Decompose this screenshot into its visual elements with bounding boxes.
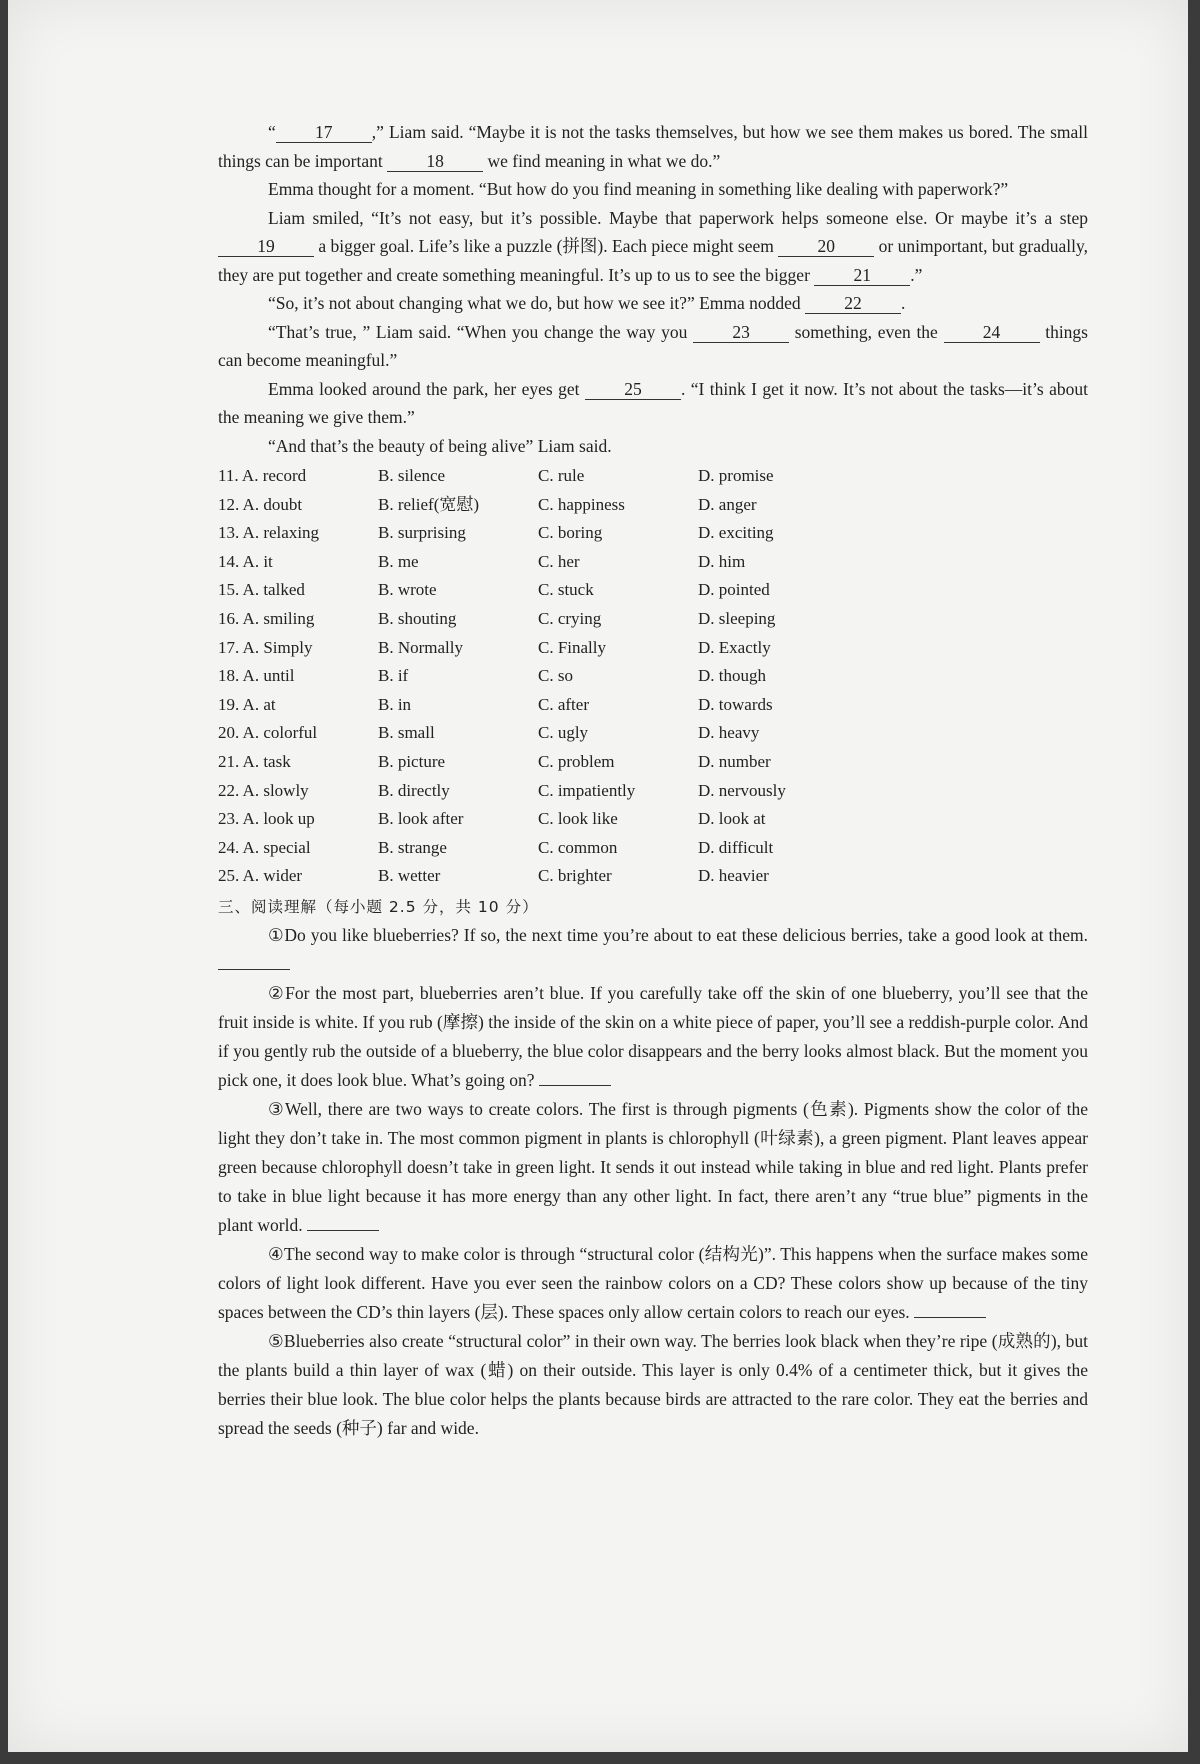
option-cell: B. relief(宽慰): [378, 494, 480, 514]
option-cell: B. shouting: [378, 609, 457, 629]
option-row: [218, 691, 858, 720]
option-cell: D. anger: [698, 494, 757, 514]
option-cell: D. nervously: [698, 780, 786, 800]
option-cell: 25. A. wider: [218, 866, 303, 886]
option-cell: D. heavier: [698, 866, 769, 886]
text: ①Do you like blueberries? If so, the next time you’re about to eat these delicious berries, take a good look at them.: [268, 925, 1088, 946]
text: things can become meaningful.”: [218, 321, 1088, 370]
story-paragraph-7: “And that’s the beauty of being alive” Liam said.: [268, 435, 612, 456]
option-cell: 17. A. Simply: [218, 637, 313, 657]
option-row: [218, 634, 858, 663]
option-cell: B. wetter: [378, 866, 441, 886]
blank-20: 20: [778, 236, 874, 257]
option-cell: B. if: [378, 666, 409, 686]
blank-23: 23: [693, 322, 789, 343]
text: Liam smiled, “It’s not easy, but it’s possible. Maybe that paperwork helps someone else. Or maybe it’s a step: [268, 207, 1088, 228]
blank-21: 21: [814, 265, 910, 286]
options-body: [218, 462, 858, 891]
option-row: [218, 662, 858, 691]
passage-paragraph-2: [218, 979, 1088, 1095]
passage-paragraph-5: ⑤Blueberries also create “structural color” in their own way. The berries look black when they’re ripe (成熟的), but the plants build a thin layer of wax (蜡) on their outside. This layer is only 0.4% of a centimeter thick, but it gives the berries their blue look. The blue color helps the plants because birds are attracted to the rare color. They eat the berries and spread the seeds (种子) far and wide.: [218, 1331, 1088, 1439]
answer-blank: [218, 955, 290, 970]
section-title: 三、阅读理解（每小题 2.5 分，共 10 分）: [218, 897, 539, 916]
option-row: [218, 805, 858, 834]
option-cell: C. problem: [538, 751, 615, 771]
option-cell: C. impatiently: [538, 780, 636, 800]
blank-24: 24: [944, 322, 1040, 343]
option-cell: B. Normally: [378, 637, 463, 657]
option-cell: B. directly: [378, 780, 450, 800]
option-row: [218, 462, 858, 491]
option-cell: C. common: [538, 837, 618, 857]
text: “So, it’s not about changing what we do, but how we see it?” Emma nodded: [268, 293, 806, 313]
option-cell: B. picture: [378, 751, 446, 771]
option-cell: B. wrote: [378, 580, 437, 600]
option-cell: D. him: [698, 551, 746, 571]
story-paragraph-5: [218, 318, 1088, 375]
option-cell: D. though: [698, 666, 766, 686]
option-cell: 13. A. relaxing: [218, 523, 320, 543]
passage-paragraph-4: [218, 1240, 1088, 1327]
option-cell: D. difficult: [698, 837, 774, 857]
text: or unimportant, but gradually, they are put together and create something meaningful. It’s up to us to see the bigger: [218, 236, 1088, 285]
option-cell: C. her: [538, 551, 580, 571]
option-cell: C. look like: [538, 809, 618, 829]
option-cell: C. crying: [538, 609, 602, 629]
text: ④The second way to make color is through “structural color (结构光)”. This happens when the surface makes some colors of light look different. Have you ever seen the rainbow colors on a CD? These colors show up because of the tiny spaces between the CD’s thin layers (层). These spaces only allow certain colors to reach our eyes.: [218, 1244, 1088, 1323]
answer-blank: [539, 1071, 611, 1086]
passage-paragraph-1: [218, 921, 1088, 979]
option-cell: 15. A. talked: [218, 580, 305, 600]
story-paragraph-1: [218, 118, 1088, 175]
option-row: [218, 576, 858, 605]
option-cell: D. sleeping: [698, 609, 776, 629]
text: “That’s true, ” Liam said. “When you change the way you: [268, 321, 694, 342]
text: a bigger goal. Life’s like a puzzle (拼图). Each piece might seem: [314, 236, 779, 256]
option-row: [218, 719, 858, 748]
option-cell: C. happiness: [538, 494, 625, 514]
option-cell: D. promise: [698, 466, 774, 486]
story-paragraph-2: Emma thought for a moment. “But how do you find meaning in something like dealing with paperwork?”: [268, 179, 1009, 199]
option-row: [218, 862, 858, 891]
option-cell: B. me: [378, 551, 419, 571]
option-cell: D. exciting: [698, 523, 774, 543]
exam-sheet: [8, 0, 1188, 1752]
option-row: [218, 548, 858, 577]
reading-passage: [218, 921, 1088, 1443]
option-cell: 18. A. until: [218, 666, 295, 686]
option-cell: B. silence: [378, 466, 446, 486]
story-paragraph-3: [218, 204, 1088, 290]
text: ②For the most part, blueberries aren’t blue. If you carefully take off the skin of one blueberry, you’ll see that the fruit inside is white. If you rub (摩擦) the inside of the skin on a white piece of paper, you’ll see a reddish-purple color. And if you gently rub the outside of a blueberry, the blue color disappears and the berry looks almost black. But the moment you pick one, it does look blue. What’s going on?: [218, 983, 1088, 1091]
option-cell: B. surprising: [378, 523, 466, 543]
option-cell: D. pointed: [698, 580, 770, 600]
option-row: [218, 605, 858, 634]
blank-22: 22: [805, 293, 901, 314]
option-cell: D. look at: [698, 809, 766, 829]
text: Emma looked around the park, her eyes get: [268, 378, 585, 399]
story-paragraph-6: [218, 375, 1088, 432]
story-paragraph-4: [218, 289, 1088, 318]
text: .”: [910, 264, 923, 285]
options-table: [218, 462, 858, 891]
option-cell: C. rule: [538, 466, 585, 486]
option-cell: C. brighter: [538, 866, 612, 886]
text: we find meaning in what we do.”: [483, 150, 721, 171]
option-cell: C. so: [538, 666, 573, 686]
option-cell: 22. A. slowly: [218, 780, 309, 800]
option-cell: C. after: [538, 694, 589, 714]
option-cell: 16. A. smiling: [218, 609, 315, 629]
option-cell: 23. A. look up: [218, 809, 315, 829]
option-cell: B. strange: [378, 837, 447, 857]
option-row: [218, 748, 858, 777]
blank-19: 19: [218, 236, 314, 257]
option-cell: 11. A. record: [218, 466, 307, 486]
option-row: [218, 519, 858, 548]
option-cell: C. boring: [538, 523, 603, 543]
option-cell: 14. A. it: [218, 551, 273, 571]
option-cell: D. towards: [698, 694, 773, 714]
option-cell: B. look after: [378, 809, 464, 829]
option-cell: D. number: [698, 751, 771, 771]
option-row: [218, 491, 858, 520]
blank-17: 17: [276, 122, 372, 143]
answer-blank: [307, 1216, 379, 1231]
option-cell: D. Exactly: [698, 637, 771, 657]
text: ③Well, there are two ways to create colors. The first is through pigments (色素). Pigments show the color of the light they don’t take in. The most common pigment in plants is chlorophyll (叶绿素), a green pigment. Plant leaves appear green because chlorophyll doesn’t take in green light. It sends it out instead while taking in blue and red light. Plants prefer to take in blue light because it has more energy than any other light. In fact, there aren’t any “true blue” pigments in the plant world.: [218, 1099, 1088, 1236]
text: “: [268, 122, 276, 142]
sheet-content: [218, 118, 1088, 1443]
option-cell: D. heavy: [698, 723, 760, 743]
option-cell: C. stuck: [538, 580, 594, 600]
option-cell: 12. A. doubt: [218, 494, 303, 514]
option-cell: 19. A. at: [218, 694, 276, 714]
answer-blank: [914, 1303, 986, 1318]
option-cell: C. ugly: [538, 723, 589, 743]
option-row: [218, 834, 858, 863]
option-cell: B. small: [378, 723, 435, 743]
option-cell: C. Finally: [538, 637, 607, 657]
text: ,” Liam said. “Maybe it is not the tasks themselves, but how we see them makes us bored. The small things can be important: [218, 122, 1088, 171]
option-cell: B. in: [378, 694, 412, 714]
option-row: [218, 777, 858, 806]
option-cell: 20. A. colorful: [218, 723, 318, 743]
blank-18: 18: [387, 151, 483, 172]
option-cell: 21. A. task: [218, 751, 291, 771]
text: . “I think I get it now. It’s not about the tasks—it’s about the meaning we give them.”: [218, 378, 1088, 427]
text: .: [901, 293, 906, 313]
option-cell: 24. A. special: [218, 837, 311, 857]
text: something, even the: [789, 321, 944, 342]
passage-paragraph-3: [218, 1095, 1088, 1240]
blank-25: 25: [585, 379, 681, 400]
